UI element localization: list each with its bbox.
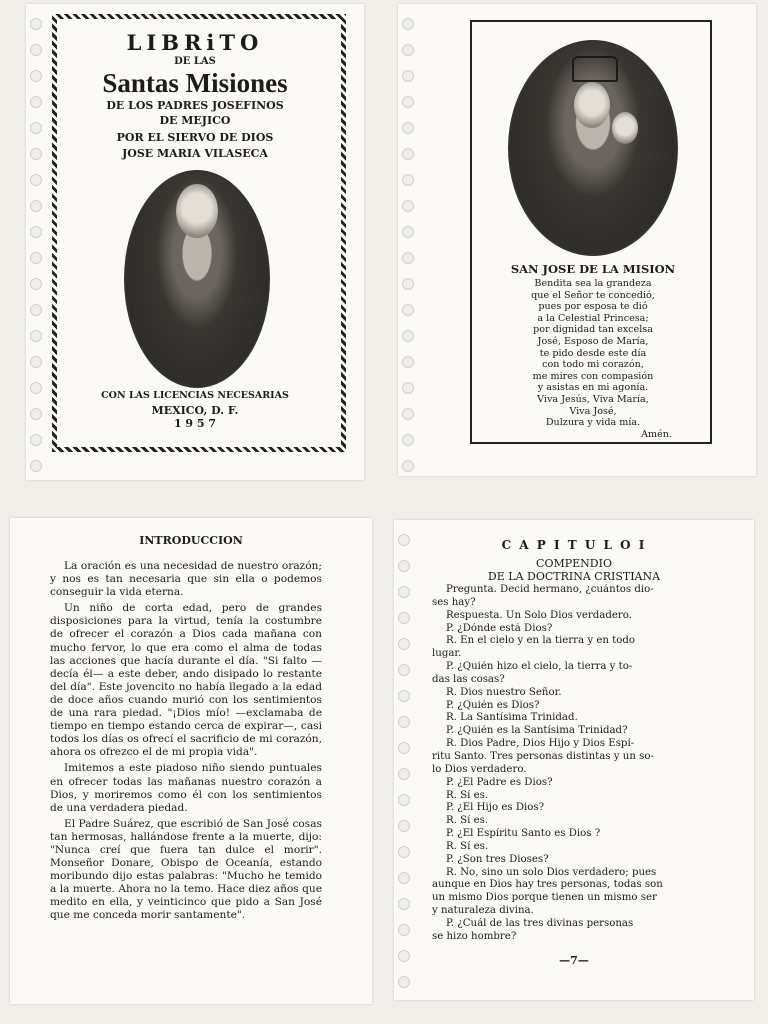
intro-paragraph: Un niño de corta edad, pero de grandes disposiciones para la virtud, tenía la costumbre de ofrecer el corazón a Dios cada mañana con mucho fervor, lo que era como el alma de todas las acciones que hacía durante el día. "Si falto —decía él— a este deber, ando disipado lo restante del día". Este jovencito no había llegado a la edad de doce años cuando murió con los sentimientos de una rara piedad. "¡Dios mío! —exclamaba de tiempo en tiempo estando cerca de expirar—, casi todos los días os ofrecí el sacrificio de mi corazón, ahora os ofrezco el de mi propia vida". bbox=[50, 602, 322, 759]
binding-hole bbox=[398, 716, 410, 728]
prayer-line: Dulzura y vida mía. bbox=[545, 417, 641, 429]
binding-hole bbox=[398, 586, 410, 598]
catechism-line: R. No, sino un solo Dios verdadero; pues bbox=[446, 866, 657, 878]
catechism-text bbox=[432, 584, 716, 944]
binding-hole bbox=[30, 460, 42, 472]
catechism-line: P. ¿Cuál de las tres divinas personas bbox=[446, 917, 634, 929]
binding-hole bbox=[402, 148, 414, 160]
binding-hole bbox=[402, 96, 414, 108]
catechism-line: y naturaleza divina. bbox=[432, 905, 534, 917]
prayer-line: Viva Jesús, Viva María, bbox=[537, 393, 649, 405]
catechism-line: ritu Santo. Tres personas distintas y un so- bbox=[432, 750, 654, 762]
catechism-line: P. ¿El Hijo es Dios? bbox=[446, 802, 545, 814]
page-number: —7— bbox=[559, 954, 589, 967]
binding-hole bbox=[398, 742, 410, 754]
catechism-line: aunque en Dios hay tres personas, todas son bbox=[432, 879, 663, 891]
binding-hole bbox=[398, 690, 410, 702]
binding-hole bbox=[398, 820, 410, 832]
prayer-line: pues por esposa te dió bbox=[538, 301, 648, 313]
binding-hole bbox=[30, 18, 42, 30]
binding-hole bbox=[398, 638, 410, 650]
binding-hole bbox=[30, 200, 42, 212]
prayer-line: José, Esposo de María, bbox=[537, 335, 649, 347]
binding-hole bbox=[402, 278, 414, 290]
prayer-line: que el Señor te concedió, bbox=[531, 289, 655, 301]
binding-hole bbox=[30, 226, 42, 238]
catechism-line: R. La Santísima Trinidad. bbox=[446, 712, 578, 724]
binding-hole bbox=[402, 304, 414, 316]
intro-heading: INTRODUCCION bbox=[139, 534, 243, 547]
title-page bbox=[26, 4, 364, 480]
binding-hole bbox=[402, 122, 414, 134]
catechism-line: P. ¿El Padre es Dios? bbox=[446, 776, 553, 788]
prayer-line: con todo mi corazón, bbox=[542, 359, 644, 371]
intro-body bbox=[50, 560, 322, 926]
prayer-line: por dignidad tan excelsa bbox=[533, 324, 653, 336]
binding-hole bbox=[402, 70, 414, 82]
catechism-line: das las cosas? bbox=[432, 673, 505, 685]
binding-hole bbox=[402, 434, 414, 446]
catechism-line: Respuesta. Un Solo Dios verdadero. bbox=[446, 609, 632, 621]
title-siervo-de-dios: POR EL SIERVO DE DIOS bbox=[116, 131, 274, 144]
prayer-line: me mires con compasión bbox=[532, 370, 654, 382]
prayer-line: a la Celestial Princesa; bbox=[537, 312, 649, 324]
catechism-line: R. Sí es. bbox=[446, 789, 489, 801]
binding-hole bbox=[402, 226, 414, 238]
binding-hole bbox=[30, 304, 42, 316]
binding-hole bbox=[402, 252, 414, 264]
intro-paragraph: El Padre Suárez, que escribió de San José cosas tan hermosas, hallándose frente a la muerte, dijo: "Nunca creí que fuera tan dulce el morir". Monseñor Donare, Obispo de Oceanía, estando moribundo dijo estas palabras: "Mucho he temido a la muerte. Ahora no la temo. Hace diez años que medito en ella, y veinticinco que pido a San José que me conceda morir santamente". bbox=[50, 817, 322, 922]
binding-hole bbox=[398, 976, 410, 988]
title-author: JOSE MARIA VILASECA bbox=[122, 147, 268, 160]
catechism-line: P. ¿Quién hizo el cielo, la tierra y to- bbox=[446, 661, 633, 673]
title-santas-misiones: Santas Misiones bbox=[102, 68, 288, 98]
intro-paragraph: Imitemos a este piadoso niño siendo puntuales en ofrecer todas las mañanas nuestro corazón a Dios, y moriremos como él con los sentimientos de una verdadera piedad. bbox=[50, 762, 322, 814]
binding-hole bbox=[30, 252, 42, 264]
binding-hole bbox=[402, 330, 414, 342]
binding-holes bbox=[398, 520, 412, 1000]
catechism-line: R. Sí es. bbox=[446, 815, 489, 827]
catechism-line: P. ¿Son tres Dioses? bbox=[446, 853, 549, 865]
binding-hole bbox=[398, 924, 410, 936]
prayer-line: Viva José, bbox=[569, 405, 617, 417]
catechism-line: P. ¿Quién es Dios? bbox=[446, 699, 540, 711]
title-de-mejico: DE MEJICO bbox=[159, 114, 231, 127]
binding-hole bbox=[398, 768, 410, 780]
binding-hole bbox=[398, 612, 410, 624]
binding-hole bbox=[30, 434, 42, 446]
catechism-line: un mismo Dios porque tienen un mismo ser bbox=[432, 892, 657, 904]
binding-hole bbox=[402, 382, 414, 394]
saint-page bbox=[398, 4, 756, 476]
binding-hole bbox=[402, 408, 414, 420]
catechism-line: lo Dios verdadero. bbox=[432, 763, 527, 775]
saint-title: SAN JOSE DE LA MISION bbox=[510, 262, 676, 276]
binding-hole bbox=[398, 898, 410, 910]
licencias-text: CON LAS LICENCIAS NECESARIAS bbox=[101, 390, 289, 401]
catechism-line: R. Dios nuestro Señor. bbox=[446, 686, 562, 698]
binding-hole bbox=[30, 174, 42, 186]
title-padres-josefinos: DE LOS PADRES JOSEFINOS bbox=[106, 99, 284, 112]
binding-hole bbox=[398, 872, 410, 884]
year-text: 1 9 5 7 bbox=[173, 417, 217, 430]
crown-icon bbox=[572, 56, 618, 82]
chapter-subheading: DE LA DOCTRINA CRISTIANA bbox=[487, 570, 661, 583]
place-text: MEXICO, D. F. bbox=[151, 404, 239, 417]
introduction-page bbox=[10, 518, 372, 1004]
chapter-subheading: COMPENDIO bbox=[536, 557, 612, 570]
binding-hole bbox=[402, 200, 414, 212]
catechism-line: R. Sí es. bbox=[446, 840, 489, 852]
catechism-line: R. Dios Padre, Dios Hijo y Dios Espí- bbox=[446, 738, 635, 750]
binding-hole bbox=[402, 44, 414, 56]
author-portrait bbox=[124, 170, 270, 388]
prayer-amen: Amén. bbox=[641, 428, 672, 440]
catechism-line: Pregunta. Decid hermano, ¿cuántos dio- bbox=[446, 584, 654, 595]
binding-hole bbox=[398, 794, 410, 806]
chapter-page bbox=[394, 520, 754, 1000]
intro-paragraph: La oración es una necesidad de nuestro orazón; y nos es tan necesaria que sin ella o podemos conseguir la vida eterna. bbox=[50, 560, 322, 599]
prayer-line: Bendita sea la grandeza bbox=[534, 278, 652, 289]
binding-hole bbox=[398, 664, 410, 676]
prayer-line: y asistas en mi agonía. bbox=[537, 382, 649, 394]
catechism-line: P. ¿El Espíritu Santo es Dios ? bbox=[446, 828, 601, 840]
catechism-line: lugar. bbox=[432, 648, 462, 660]
prayer-text bbox=[478, 278, 708, 440]
saint-image bbox=[508, 40, 678, 256]
binding-holes bbox=[402, 4, 416, 476]
binding-hole bbox=[398, 846, 410, 858]
binding-hole bbox=[402, 460, 414, 472]
prayer-line: te pido desde este día bbox=[539, 347, 647, 359]
catechism-line: se hizo hombre? bbox=[432, 930, 517, 942]
binding-hole bbox=[402, 356, 414, 368]
binding-hole bbox=[402, 174, 414, 186]
binding-hole bbox=[30, 356, 42, 368]
catechism-line: ses hay? bbox=[432, 596, 476, 608]
chapter-heading: C A P I T U L O I bbox=[501, 538, 647, 552]
binding-hole bbox=[30, 278, 42, 290]
title-librito: LIBRiTO bbox=[126, 30, 264, 55]
title-de-las: DE LAS bbox=[174, 56, 216, 67]
catechism-line: R. En el cielo y en la tierra y en todo bbox=[446, 635, 636, 647]
binding-hole bbox=[402, 18, 414, 30]
catechism-line: P. ¿Quién es la Santísima Trinidad? bbox=[446, 725, 628, 737]
catechism-line: P. ¿Dónde está Dios? bbox=[446, 622, 553, 634]
binding-hole bbox=[30, 330, 42, 342]
